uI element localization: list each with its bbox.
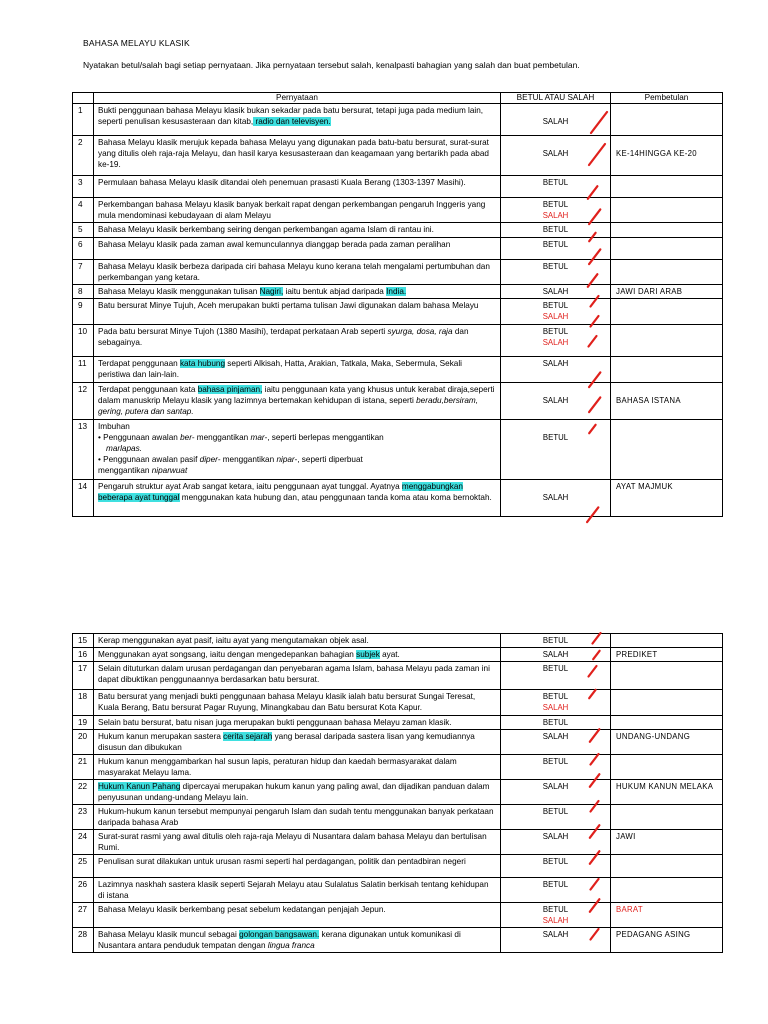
statement-cell bbox=[94, 830, 501, 855]
row-number: 6 bbox=[73, 238, 94, 260]
statement-cell bbox=[94, 805, 501, 830]
statement-text: menggunakan kata hubung dan, atau penggunaan tanda koma atau koma bernoktah. bbox=[179, 493, 492, 502]
statement-text: menggantikan bbox=[220, 455, 277, 464]
statement-cell bbox=[94, 325, 501, 357]
row-number: 2 bbox=[73, 136, 94, 176]
table-row bbox=[73, 878, 723, 903]
table-row bbox=[73, 730, 723, 755]
table-row bbox=[73, 104, 723, 136]
statement-text: Selain batu bersurat, batu nisan juga merupakan bukti penggunaan bahasa Melayu zaman klasik. bbox=[98, 718, 452, 727]
answer-cell bbox=[501, 805, 611, 830]
header-statement: Pernyataan bbox=[94, 93, 501, 104]
highlighted-text: menggabungkan beberapa ayat tunggal bbox=[98, 482, 463, 502]
header-answer: BETUL ATAU SALAH bbox=[501, 93, 611, 104]
row-number: 3 bbox=[73, 176, 94, 198]
row-number: 26 bbox=[73, 878, 94, 903]
table-row bbox=[73, 260, 723, 285]
answer-text: BETUL bbox=[542, 262, 569, 271]
statement-text: Bahasa Melayu klasik muncul sebagai bbox=[98, 930, 240, 939]
table-row bbox=[73, 855, 723, 878]
answer-cell bbox=[501, 690, 611, 716]
statement-text: Imbuhan bbox=[98, 422, 130, 431]
answer-text: BETUL bbox=[542, 225, 569, 234]
answer-cell bbox=[501, 104, 611, 136]
statement-cell bbox=[94, 780, 501, 805]
answer-text: SALAH bbox=[542, 732, 569, 741]
table-row bbox=[73, 780, 723, 805]
row-number: 24 bbox=[73, 830, 94, 855]
table-row bbox=[73, 690, 723, 716]
table-row bbox=[73, 136, 723, 176]
answer-cell bbox=[501, 260, 611, 285]
correction-cell bbox=[611, 223, 723, 238]
statement-text: Menggunakan ayat songsang, iaitu dengan mengedepankan bahagian bbox=[98, 650, 357, 659]
highlighted-text: cerita sejarah bbox=[223, 732, 273, 741]
answer-cell bbox=[501, 780, 611, 805]
correction-cell bbox=[611, 716, 723, 730]
table-row bbox=[73, 198, 723, 223]
statement-cell bbox=[94, 690, 501, 716]
answer-text: SALAH bbox=[542, 396, 569, 405]
statement-cell bbox=[94, 716, 501, 730]
answer-cell bbox=[501, 928, 611, 953]
statement-text: Permulaan bahasa Melayu klasik ditandai oleh penemuan prasasti Kuala Berang (1303-1397 Masihi). bbox=[98, 178, 466, 187]
statement-cell bbox=[94, 238, 501, 260]
statement-text: dan sebagainya. bbox=[98, 327, 469, 347]
highlighted-text: subjek bbox=[356, 650, 380, 659]
row-number: 22 bbox=[73, 780, 94, 805]
row-number: 5 bbox=[73, 223, 94, 238]
statement-text: Batu bersurat yang menjadi bukti penggunaan bahasa Melayu klasik ialah batu bersurat Sungai Teresat, Kuala Berang, Batu bersurat Pagar Ruyung, Minangkabau dan Batu bersurat Kota Kapur. bbox=[98, 692, 476, 712]
answer-text: BETUL bbox=[542, 880, 569, 889]
table-row bbox=[73, 480, 723, 517]
italic-text: mar- bbox=[250, 433, 268, 442]
correction-cell bbox=[611, 878, 723, 903]
answer-correction-red: SALAH bbox=[542, 338, 569, 347]
statement-cell bbox=[94, 198, 501, 223]
statement-text: ayat. bbox=[379, 650, 400, 659]
answer-text: SALAH bbox=[542, 930, 569, 939]
correction-cell: PEDAGANG ASING bbox=[611, 928, 723, 953]
row-number: 13 bbox=[73, 420, 94, 480]
row-number: 12 bbox=[73, 383, 94, 420]
statement-cell bbox=[94, 176, 501, 198]
answer-cell bbox=[501, 480, 611, 517]
row-number: 9 bbox=[73, 299, 94, 325]
row-number: 20 bbox=[73, 730, 94, 755]
answer-cell bbox=[501, 176, 611, 198]
correction-cell bbox=[611, 805, 723, 830]
statement-text: Terdapat penggunaan kata bbox=[98, 385, 198, 394]
answer-cell bbox=[501, 238, 611, 260]
answer-cell bbox=[501, 648, 611, 662]
statement-text: Bukti penggunaan bahasa Melayu klasik bukan sekadar pada batu bersurat, tetapi juga pada medium lain, seperti penulisan kesusasteraan dan kitab, bbox=[98, 106, 484, 126]
answer-text: BETUL bbox=[542, 240, 569, 249]
answer-text: SALAH bbox=[542, 782, 569, 791]
correction-cell: JAWI bbox=[611, 830, 723, 855]
italic-text: lingua franca bbox=[267, 941, 315, 950]
statement-text: Kerap menggunakan ayat pasif, iaitu ayat yang mengutamakan objek asal. bbox=[98, 636, 369, 645]
statement-text: Selain dituturkan dalam urusan perdagangan dan penyebaran agama Islam, bahasa Melayu pada zaman ini dapat dibuktikan penggunaannya berdasarkan batu bersurat. bbox=[98, 664, 490, 684]
row-number: 23 bbox=[73, 805, 94, 830]
highlighted-text: India. bbox=[386, 287, 407, 296]
correction-cell: HUKUM KANUN MELAKA bbox=[611, 780, 723, 805]
answer-cell bbox=[501, 878, 611, 903]
answer-text: BETUL bbox=[542, 200, 569, 209]
statement-text: Hukum kanun merupakan sastera bbox=[98, 732, 224, 741]
statement-text: Bahasa Melayu klasik berkembang pesat sebelum kedatangan penjajah Jepun. bbox=[98, 905, 386, 914]
answer-correction-red: SALAH bbox=[542, 703, 569, 712]
statement-text: Perkembangan bahasa Melayu klasik banyak berkait rapat dengan perkembangan pengaruh Inggeris yang mula mendominasi kebudayaan di alam Melayu bbox=[98, 200, 486, 220]
statement-cell bbox=[94, 878, 501, 903]
table-row bbox=[73, 299, 723, 325]
statement-text: Hukum kanun menggambarkan hal susun lapis, peraturan hidup dan kaedah bermasyarakat dalam masyarakat Melayu lama. bbox=[98, 757, 457, 777]
answer-text: SALAH bbox=[542, 493, 569, 502]
answer-cell bbox=[501, 198, 611, 223]
answer-text: BETUL bbox=[542, 718, 569, 727]
correction-cell bbox=[611, 104, 723, 136]
table-row bbox=[73, 176, 723, 198]
table-row bbox=[73, 383, 723, 420]
row-number: 7 bbox=[73, 260, 94, 285]
highlighted-text: bahasa pinjaman, bbox=[197, 385, 263, 394]
highlighted-text: golongan bangsawan. bbox=[239, 930, 320, 939]
question-table-2 bbox=[72, 633, 723, 953]
statement-text: yang berasal daripada sastera lisan yang kemudiannya disusun dan dibukukan bbox=[98, 732, 475, 752]
italic-text: syurga, dosa, raja bbox=[387, 327, 453, 336]
statement-text: Pengaruh struktur ayat Arab sangat ketara, iaitu penggunaan ayat tunggal. Ayatnya bbox=[98, 482, 402, 491]
answer-text: BETUL bbox=[542, 301, 569, 310]
statement-text: Pada batu bersurat Minye Tujoh (1380 Masihi), terdapat perkataan Arab seperti bbox=[98, 327, 388, 336]
italic-text: nipar- bbox=[276, 455, 298, 464]
answer-text: SALAH bbox=[542, 287, 569, 296]
table-header bbox=[73, 93, 723, 104]
answer-text: SALAH bbox=[542, 359, 569, 368]
statement-cell bbox=[94, 223, 501, 238]
answer-cell bbox=[501, 383, 611, 420]
correction-cell bbox=[611, 662, 723, 690]
correction-cell: UNDANG-UNDANG bbox=[611, 730, 723, 755]
statement-cell bbox=[94, 104, 501, 136]
row-number: 27 bbox=[73, 903, 94, 928]
statement-cell bbox=[94, 662, 501, 690]
correction-cell bbox=[611, 855, 723, 878]
correction-cell: BARAT bbox=[611, 903, 723, 928]
row-number: 15 bbox=[73, 634, 94, 648]
header-no bbox=[73, 93, 94, 104]
answer-cell bbox=[501, 830, 611, 855]
statement-text: , seperti diperbuat bbox=[297, 455, 363, 464]
instruction-text: Nyatakan betul/salah bagi setiap pernyataan. Jika pernyataan tersebut salah, kenalpasti bahagian yang salah dan buat pembetulan. bbox=[83, 60, 580, 70]
table-row bbox=[73, 420, 723, 480]
statement-cell bbox=[94, 383, 501, 420]
answer-cell bbox=[501, 662, 611, 690]
row-number: 14 bbox=[73, 480, 94, 517]
row-number: 25 bbox=[73, 855, 94, 878]
question-table-1 bbox=[72, 92, 723, 517]
table-row bbox=[73, 662, 723, 690]
statement-cell bbox=[94, 903, 501, 928]
statement-text: seperti Alkisah, Hatta, Arakian, Tatkala, Maka, Sebermula, Sekali peristiwa dan lain-lain. bbox=[98, 359, 462, 379]
correction-cell bbox=[611, 755, 723, 780]
italic-text: marlapas. bbox=[106, 444, 142, 453]
row-number: 17 bbox=[73, 662, 94, 690]
answer-cell bbox=[501, 634, 611, 648]
answer-text: BETUL bbox=[542, 757, 569, 766]
row-number: 18 bbox=[73, 690, 94, 716]
answer-cell bbox=[501, 299, 611, 325]
correction-cell: BAHASA ISTANA bbox=[611, 383, 723, 420]
answer-text: SALAH bbox=[542, 832, 569, 841]
statement-cell bbox=[94, 420, 501, 480]
statement-cell bbox=[94, 285, 501, 299]
table-row bbox=[73, 830, 723, 855]
answer-text: BETUL bbox=[542, 664, 569, 673]
answer-cell bbox=[501, 420, 611, 480]
italic-text: beradu,bersiram, gering, putera dan santap. bbox=[98, 396, 478, 416]
document-title: BAHASA MELAYU KLASIK bbox=[83, 38, 190, 48]
statement-text: menggantikan bbox=[194, 433, 251, 442]
highlighted-text: radio dan televisyen. bbox=[253, 117, 331, 126]
row-number: 4 bbox=[73, 198, 94, 223]
row-number: 28 bbox=[73, 928, 94, 953]
statement-cell bbox=[94, 855, 501, 878]
answer-text: BETUL bbox=[542, 327, 569, 336]
answer-cell bbox=[501, 285, 611, 299]
statement-cell bbox=[94, 648, 501, 662]
table-row bbox=[73, 805, 723, 830]
highlighted-text: Hukum Kanun Pahang bbox=[98, 782, 181, 791]
row-number: 10 bbox=[73, 325, 94, 357]
italic-text: diper- bbox=[199, 455, 221, 464]
statement-text: • Penggunaan awalan bbox=[98, 433, 181, 442]
table-row bbox=[73, 928, 723, 953]
statement-text: Terdapat penggunaan bbox=[98, 359, 180, 368]
row-number: 1 bbox=[73, 104, 94, 136]
statement-cell bbox=[94, 299, 501, 325]
answer-text: BETUL bbox=[542, 692, 569, 701]
correction-cell: JAWI DARI ARAB bbox=[611, 285, 723, 299]
correction-cell bbox=[611, 238, 723, 260]
answer-cell bbox=[501, 755, 611, 780]
answer-text: BETUL bbox=[542, 857, 569, 866]
correction-cell: PREDIKET bbox=[611, 648, 723, 662]
table-row bbox=[73, 238, 723, 260]
italic-text: niparwuat bbox=[151, 466, 188, 475]
answer-cell bbox=[501, 903, 611, 928]
correction-cell bbox=[611, 325, 723, 357]
answer-text: SALAH bbox=[542, 149, 569, 158]
statement-cell bbox=[94, 730, 501, 755]
statement-cell bbox=[94, 260, 501, 285]
table-row bbox=[73, 357, 723, 383]
statement-cell bbox=[94, 755, 501, 780]
correction-cell bbox=[611, 299, 723, 325]
table-row bbox=[73, 223, 723, 238]
statement-text: Hukum-hukum kanun tersebut mempunyai pengaruh Islam dan sudah tentu menggunakan banyak perkataan daripada bahasa Arab bbox=[98, 807, 494, 827]
statement-text: Bahasa Melayu klasik berbeza daripada ciri bahasa Melayu kuno kerana telah mengalami pertumbuhan dan perkembangan yang ketara. bbox=[98, 262, 490, 282]
answer-correction-red: SALAH bbox=[542, 312, 569, 321]
statement-cell bbox=[94, 357, 501, 383]
correction-cell: KE-14HINGGA KE-20 bbox=[611, 136, 723, 176]
correction-cell bbox=[611, 260, 723, 285]
answer-text: SALAH bbox=[542, 117, 569, 126]
answer-cell bbox=[501, 716, 611, 730]
table-row bbox=[73, 325, 723, 357]
correction-cell bbox=[611, 634, 723, 648]
statement-text: dipercayai merupakan hukum kanun yang paling awal, dan dijadikan panduan dalam penyusunan undang-undang Melayu lain. bbox=[98, 782, 490, 802]
answer-cell bbox=[501, 325, 611, 357]
row-number: 11 bbox=[73, 357, 94, 383]
correction-cell bbox=[611, 176, 723, 198]
answer-text: SALAH bbox=[542, 650, 569, 659]
table-row bbox=[73, 634, 723, 648]
statement-cell bbox=[94, 928, 501, 953]
statement-text: Surat-surat rasmi yang awal ditulis oleh raja-raja Melayu di Nusantara dalam bahasa Melayu dan bertulisan Rumi. bbox=[98, 832, 487, 852]
statement-text: Bahasa Melayu klasik pada zaman awal kemunculannya dianggap berada pada zaman peralihan bbox=[98, 240, 451, 249]
italic-text: ber- bbox=[180, 433, 195, 442]
answer-cell bbox=[501, 730, 611, 755]
statement-text: , seperti berlepas menggantikan bbox=[267, 433, 384, 442]
row-number: 8 bbox=[73, 285, 94, 299]
table-row bbox=[73, 716, 723, 730]
correction-cell bbox=[611, 420, 723, 480]
correction-cell bbox=[611, 690, 723, 716]
statement-text: kerana digunakan untuk komunikasi di Nusantara antara penduduk tempatan dengan bbox=[98, 930, 461, 950]
statement-text: iaitu bentuk abjad daripada bbox=[283, 287, 387, 296]
answer-cell bbox=[501, 223, 611, 238]
table-row bbox=[73, 285, 723, 299]
answer-text: BETUL bbox=[542, 636, 569, 645]
correction-cell bbox=[611, 357, 723, 383]
statement-text: Batu bersurat Minye Tujuh, Aceh merupakan bukti pertama tulisan Jawi digunakan dalam bahasa Melayu bbox=[98, 301, 479, 310]
statement-cell bbox=[94, 136, 501, 176]
answer-correction-red: SALAH bbox=[542, 916, 569, 925]
row-number: 19 bbox=[73, 716, 94, 730]
table-row bbox=[73, 903, 723, 928]
answer-cell bbox=[501, 357, 611, 383]
statement-text: Bahasa Melayu klasik merujuk kepada bahasa Melayu yang digunakan pada batu-batu bersurat, surat-surat yang ditulis oleh raja-raja Melayu, dan hasil karya kesusasteraan dan keagamaan yang bertarikh pada abad ke-19. bbox=[98, 138, 489, 169]
table-row bbox=[73, 648, 723, 662]
answer-cell bbox=[501, 136, 611, 176]
highlighted-text: kata hubung bbox=[179, 359, 226, 368]
statement-text: Penulisan surat dilakukan untuk urusan rasmi seperti hal perdagangan, politik dan pentadbiran negeri bbox=[98, 857, 466, 866]
answer-text: BETUL bbox=[542, 178, 569, 187]
correction-cell: AYAT MAJMUK bbox=[611, 480, 723, 517]
highlighted-text: Nagiri, bbox=[259, 287, 284, 296]
row-number: 16 bbox=[73, 648, 94, 662]
answer-cell bbox=[501, 855, 611, 878]
statement-text: menggantikan bbox=[98, 466, 152, 475]
table-row bbox=[73, 755, 723, 780]
statement-text: Lazimnya naskhah sastera klasik seperti Sejarah Melayu atau Sulalatus Salatin berkisah tentang kehidupan di istana bbox=[98, 880, 489, 900]
header-correction: Pembetulan bbox=[611, 93, 723, 104]
answer-text: BETUL bbox=[542, 807, 569, 816]
answer-correction-red: SALAH bbox=[542, 211, 569, 220]
row-number: 21 bbox=[73, 755, 94, 780]
statement-cell bbox=[94, 634, 501, 648]
statement-cell bbox=[94, 480, 501, 517]
statement-text: Bahasa Melayu klasik menggunakan tulisan bbox=[98, 287, 260, 296]
statement-text: • Penggunaan awalan pasif bbox=[98, 455, 200, 464]
statement-text: Bahasa Melayu klasik berkembang seiring dengan perkembangan agama Islam di rantau ini. bbox=[98, 225, 434, 234]
answer-text: BETUL bbox=[542, 433, 569, 442]
correction-cell bbox=[611, 198, 723, 223]
answer-text: BETUL bbox=[542, 905, 569, 914]
statement-text: iaitu penggunaan kata yang khusus untuk kerabat diraja,seperti dalam manuskrip Melayu klasik yang lazimnya bertemakan kehidupan di istana, seperti bbox=[98, 385, 495, 405]
